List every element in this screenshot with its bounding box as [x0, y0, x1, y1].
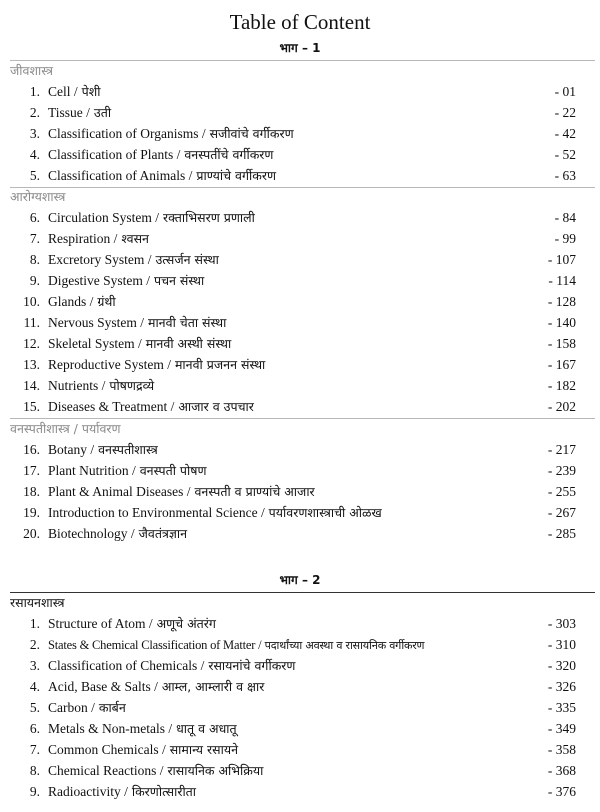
- entry-title-mr: वनस्पती व प्राण्यांचे आजार: [190, 484, 315, 499]
- entry-title: [48, 524, 187, 544]
- entry-title-en: Plant Nutrition /: [48, 463, 136, 478]
- entry-title: [48, 461, 207, 481]
- entry-number: 12.: [23, 336, 40, 351]
- entry-title-en: Circulation System /: [48, 210, 159, 225]
- entry-title: [48, 292, 116, 312]
- toc-entry[interactable]: [0, 334, 600, 354]
- entry-title: [48, 635, 424, 656]
- toc-entry[interactable]: [0, 740, 600, 760]
- section-divider: [10, 592, 595, 593]
- toc-entry[interactable]: [0, 166, 600, 186]
- entry-title-mr: श्वसन: [117, 231, 149, 246]
- entry-title-en: Diseases & Treatment /: [48, 399, 175, 414]
- entry-title: [48, 482, 315, 502]
- entry-title: [48, 82, 100, 102]
- entry-title-en: Classification of Chemicals /: [48, 658, 205, 673]
- entry-page-number: - 22: [554, 105, 576, 120]
- entry-page-number: - 63: [554, 168, 576, 183]
- entry-title: [48, 166, 276, 186]
- entry-title-mr: आजार व उपचार: [174, 399, 254, 414]
- entry-number: 3.: [29, 126, 40, 141]
- toc-entry[interactable]: [0, 761, 600, 781]
- toc-entry[interactable]: [0, 656, 600, 676]
- entry-title-en: Structure of Atom /: [48, 616, 153, 631]
- part-1-label: भाग – 1: [279, 41, 321, 55]
- entry-title-en: Chemical Reactions /: [48, 763, 164, 778]
- toc-entry[interactable]: [0, 250, 600, 270]
- entry-number: 4.: [29, 147, 40, 162]
- toc-entry[interactable]: [0, 292, 600, 312]
- toc-entry[interactable]: [0, 271, 600, 291]
- entry-page-number: - 84: [554, 210, 576, 225]
- entry-title: [48, 334, 231, 354]
- entry-title-mr: पोषणद्रव्ये: [105, 378, 155, 393]
- entry-page-number: - 01: [554, 84, 576, 99]
- entry-title-en: Skeletal System /: [48, 336, 142, 351]
- entry-title: [48, 719, 237, 739]
- page-title: Table of Content: [229, 10, 371, 34]
- entry-page-number: - 303: [547, 616, 576, 631]
- entry-number: 18.: [23, 484, 40, 499]
- entry-title-en: Classification of Plants /: [48, 147, 181, 162]
- entry-title-en: Reproductive System /: [48, 357, 171, 372]
- entry-title-en: Glands /: [48, 294, 94, 309]
- entry-page-number: - 310: [547, 637, 576, 652]
- toc-entry[interactable]: [0, 782, 600, 802]
- section-heading-botany-environment: वनस्पतीशास्त्र / पर्यावरण: [10, 421, 121, 436]
- entry-title: [48, 271, 204, 291]
- entry-number: 1.: [29, 84, 40, 99]
- entry-title-en: Metals & Non-metals /: [48, 721, 173, 736]
- entry-title: [48, 376, 154, 396]
- entry-title-mr: धातू व अधातू: [172, 721, 237, 736]
- entry-title-mr: मानवी चेता संस्था: [144, 315, 227, 330]
- entry-title-mr: उत्सर्जन संस्था: [151, 252, 219, 267]
- entry-title: [48, 313, 226, 333]
- entry-title-mr: पेशी: [77, 84, 101, 99]
- entry-number: 16.: [23, 442, 40, 457]
- entry-page-number: - 114: [548, 273, 576, 288]
- section-heading-chemistry: रसायनशास्त्र: [10, 595, 65, 610]
- entry-title-mr: आम्ल, आम्लारी व क्षार: [157, 679, 265, 694]
- entry-title-en: States & Chemical Classification of Matter /: [48, 638, 262, 652]
- entry-title-mr: रक्ताभिसरण प्रणाली: [159, 210, 255, 225]
- entry-number: 19.: [23, 505, 40, 520]
- entry-title-mr: मानवी अस्थी संस्था: [141, 336, 232, 351]
- entry-title-mr: रासायनिक अभिक्रिया: [163, 763, 264, 778]
- entry-title: [48, 397, 254, 417]
- toc-entry[interactable]: [0, 229, 600, 249]
- entry-title-en: Classification of Organisms /: [48, 126, 206, 141]
- entry-number: 14.: [23, 378, 40, 393]
- entry-title: [48, 355, 265, 375]
- toc-entry[interactable]: [0, 524, 600, 544]
- entry-page-number: - 285: [547, 526, 576, 541]
- entry-title-en: Introduction to Environmental Science /: [48, 505, 265, 520]
- entry-title-en: Excretory System /: [48, 252, 152, 267]
- toc-entry[interactable]: [0, 124, 600, 144]
- entry-title-mr: वनस्पती पोषण: [135, 463, 207, 478]
- toc-entry[interactable]: [0, 208, 600, 228]
- entry-title-en: Nervous System /: [48, 315, 144, 330]
- entry-title-en: Digestive System /: [48, 273, 150, 288]
- entry-page-number: - 320: [547, 658, 576, 673]
- entry-title-mr: उती: [89, 105, 112, 120]
- toc-entry[interactable]: [0, 376, 600, 396]
- entry-title: [48, 677, 264, 697]
- entry-page-number: - 335: [547, 700, 576, 715]
- entry-title: [48, 208, 255, 228]
- toc-entry[interactable]: [0, 461, 600, 481]
- entry-number: 8.: [29, 763, 40, 778]
- toc-entry[interactable]: [0, 635, 600, 655]
- toc-entry[interactable]: [0, 698, 600, 718]
- entry-page-number: - 368: [547, 763, 576, 778]
- entry-title-en: Acid, Base & Salts /: [48, 679, 158, 694]
- entry-page-number: - 217: [547, 442, 576, 457]
- entry-number: 7.: [29, 742, 40, 757]
- entry-number: 6.: [29, 721, 40, 736]
- section-heading-biology: जीवशास्त्र: [10, 63, 53, 78]
- entry-title-mr: पर्यावरणशास्त्राची ओळख: [264, 505, 382, 520]
- entry-number: 6.: [29, 210, 40, 225]
- entry-number: 20.: [23, 526, 40, 541]
- section-divider: [10, 60, 595, 61]
- entry-number: 2.: [29, 637, 40, 652]
- entry-title-en: Classification of Animals /: [48, 168, 193, 183]
- entry-title-mr: रसायनांचे वर्गीकरण: [204, 658, 296, 673]
- entry-number: 4.: [29, 679, 40, 694]
- entry-title: [48, 103, 111, 123]
- entry-title: [48, 614, 216, 634]
- entry-title: [48, 250, 219, 270]
- entry-title-en: Carbon /: [48, 700, 95, 715]
- entry-page-number: - 349: [547, 721, 576, 736]
- entry-number: 8.: [29, 252, 40, 267]
- section-divider: [10, 187, 595, 188]
- entry-title: [48, 698, 126, 718]
- toc-entry[interactable]: [0, 397, 600, 417]
- entry-title-mr: पचन संस्था: [150, 273, 205, 288]
- entry-title: [48, 782, 196, 802]
- entry-title-en: Nutrients /: [48, 378, 106, 393]
- entry-title-mr: वनस्पतीशास्त्र: [94, 442, 158, 457]
- entry-page-number: - 376: [547, 784, 576, 799]
- toc-entry[interactable]: [0, 82, 600, 102]
- entry-title-mr: प्राण्यांचे वर्गीकरण: [192, 168, 277, 183]
- entry-title: [48, 124, 294, 144]
- entry-number: 1.: [29, 616, 40, 631]
- entry-number: 17.: [23, 463, 40, 478]
- toc-entry[interactable]: [0, 503, 600, 523]
- entry-title: [48, 145, 273, 165]
- entry-number: 15.: [23, 399, 40, 414]
- entry-page-number: - 42: [554, 126, 576, 141]
- entry-number: 5.: [29, 700, 40, 715]
- entry-title-en: Tissue /: [48, 105, 90, 120]
- entry-page-number: - 140: [547, 315, 576, 330]
- entry-title: [48, 440, 158, 460]
- entry-title-mr: सामान्य रसायने: [165, 742, 239, 757]
- section-heading-health: आरोग्यशास्त्र: [10, 189, 66, 204]
- entry-page-number: - 255: [547, 484, 576, 499]
- entry-title: [48, 740, 238, 760]
- entry-title: [48, 503, 382, 523]
- toc-entry[interactable]: [0, 355, 600, 375]
- entry-page-number: - 99: [554, 231, 576, 246]
- entry-page-number: - 326: [547, 679, 576, 694]
- entry-title-en: Plant & Animal Diseases /: [48, 484, 191, 499]
- entry-page-number: - 52: [554, 147, 576, 162]
- entry-number: 10.: [23, 294, 40, 309]
- toc-entry[interactable]: [0, 614, 600, 634]
- entry-title-mr: सजीवांचे वर्गीकरण: [205, 126, 294, 141]
- entry-title-mr: अणूचे अंतरंग: [152, 616, 216, 631]
- entry-title-mr: मानवी प्रजनन संस्था: [170, 357, 266, 372]
- entry-number: 5.: [29, 168, 40, 183]
- entry-page-number: - 158: [547, 336, 576, 351]
- entry-page-number: - 167: [547, 357, 576, 372]
- entry-title: [48, 761, 263, 781]
- entry-page-number: - 128: [547, 294, 576, 309]
- entry-title-en: Respiration /: [48, 231, 118, 246]
- entry-title: [48, 229, 149, 249]
- entry-title-mr: जैवतंत्रज्ञान: [134, 526, 188, 541]
- entry-number: 7.: [29, 231, 40, 246]
- entry-number: 9.: [29, 273, 40, 288]
- toc-entry[interactable]: [0, 103, 600, 123]
- entry-title-mr: कार्बन: [94, 700, 126, 715]
- entry-title-mr: किरणोत्सारीता: [127, 784, 197, 799]
- entry-title-en: Botany /: [48, 442, 95, 457]
- entry-title-en: Biotechnology /: [48, 526, 135, 541]
- entry-title-mr: पदार्थांच्या अवस्था व रासायनिक वर्गीकरण: [261, 639, 425, 652]
- entry-number: 3.: [29, 658, 40, 673]
- section-divider: [10, 418, 595, 419]
- toc-entry[interactable]: [0, 145, 600, 165]
- toc-entry[interactable]: [0, 677, 600, 697]
- entry-number: 9.: [29, 784, 40, 799]
- entry-title-en: Common Chemicals /: [48, 742, 166, 757]
- entry-number: 2.: [29, 105, 40, 120]
- entry-title-mr: वनस्पतींचे वर्गीकरण: [180, 147, 274, 162]
- entry-number: 11.: [23, 315, 40, 330]
- entry-title-en: Radioactivity /: [48, 784, 128, 799]
- toc-entry[interactable]: [0, 440, 600, 460]
- part-2-label: भाग – 2: [279, 573, 321, 587]
- entry-title-mr: ग्रंथी: [93, 294, 116, 309]
- entry-page-number: - 267: [547, 505, 576, 520]
- entry-title: [48, 656, 295, 676]
- entry-page-number: - 202: [547, 399, 576, 414]
- toc-entry[interactable]: [0, 482, 600, 502]
- entry-page-number: - 239: [547, 463, 576, 478]
- entry-page-number: - 107: [547, 252, 576, 267]
- toc-entry[interactable]: [0, 719, 600, 739]
- entry-page-number: - 358: [547, 742, 576, 757]
- entry-title-en: Cell /: [48, 84, 78, 99]
- toc-entry[interactable]: [0, 313, 600, 333]
- entry-number: 13.: [23, 357, 40, 372]
- entry-page-number: - 182: [547, 378, 576, 393]
